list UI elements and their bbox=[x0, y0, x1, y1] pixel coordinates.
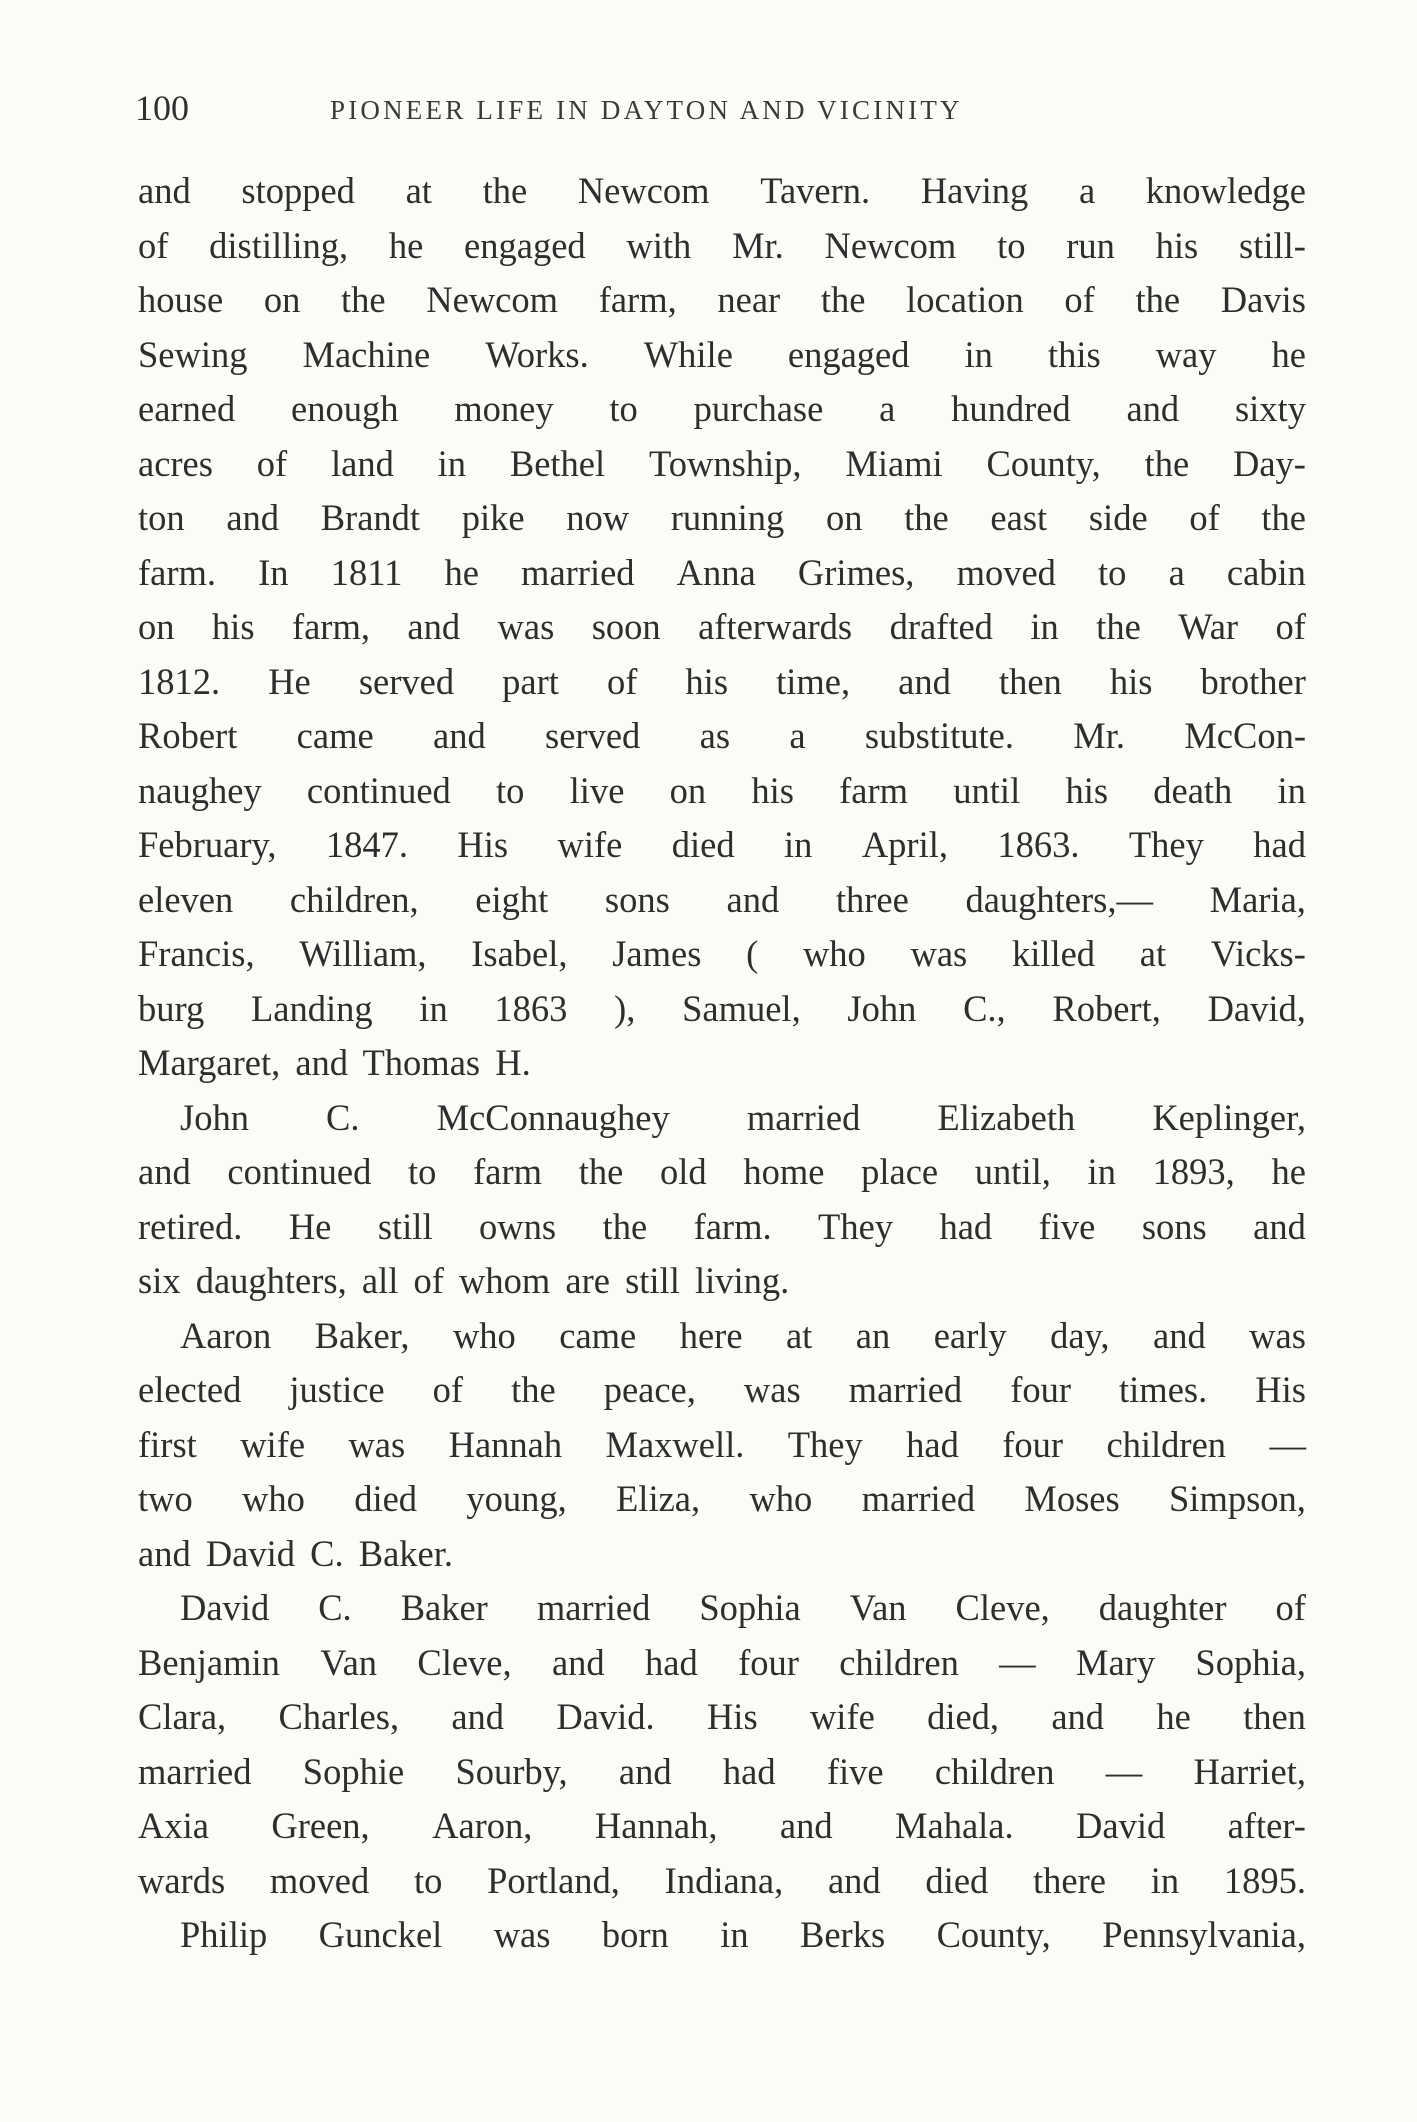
text-line: Axia Green, Aaron, Hannah, and Mahala. David after- bbox=[138, 1805, 1306, 1846]
text-line: of distilling, he engaged with Mr. Newcom to run his still- bbox=[138, 224, 1306, 266]
running-head: PIONEER LIFE IN DAYTON AND VICINITY bbox=[330, 95, 963, 125]
text-line: burg Landing in 1863 ), Samuel, John C., Robert, David, bbox=[138, 987, 1306, 1029]
text-line: house on the Newcom farm, near the location of the Davis bbox=[138, 279, 1306, 320]
text-line: six daughters, all of whom are still living. bbox=[138, 1260, 790, 1301]
text-line: two who died young, Eliza, who married Moses Simpson, bbox=[138, 1478, 1306, 1519]
text-line: retired. He still owns the farm. They had five sons and bbox=[138, 1205, 1306, 1247]
text-line: 1812. He served part of his time, and then his brother bbox=[138, 660, 1306, 702]
text-line: John C. McConnaughey married Elizabeth Keplinger, bbox=[180, 1096, 1306, 1138]
text-line: eleven children, eight sons and three daughters,— Maria, bbox=[138, 878, 1306, 920]
text-line: first wife was Hannah Maxwell. They had four children — bbox=[138, 1423, 1306, 1465]
text-line: acres of land in Bethel Township, Miami County, the Day- bbox=[138, 442, 1306, 484]
text-line: Clara, Charles, and David. His wife died, and he then bbox=[138, 1696, 1306, 1737]
text-line: and stopped at the Newcom Tavern. Having a knowledge bbox=[138, 170, 1306, 211]
text-line: Margaret, and Thomas H. bbox=[138, 1042, 531, 1083]
text-line: February, 1847. His wife died in April, 1863. They had bbox=[138, 824, 1306, 865]
text-line: naughey continued to live on his farm until his death in bbox=[138, 769, 1306, 811]
text-line: Robert came and served as a substitute. Mr. McCon- bbox=[138, 715, 1306, 756]
text-line: wards moved to Portland, Indiana, and died there in 1895. bbox=[138, 1859, 1306, 1901]
text-line: farm. In 1811 he married Anna Grimes, moved to a cabin bbox=[138, 551, 1306, 593]
text-line: ton and Brandt pike now running on the east side of the bbox=[138, 497, 1306, 538]
text-line: and continued to farm the old home place until, in 1893, he bbox=[138, 1151, 1306, 1192]
text-line: married Sophie Sourby, and had five children — Harriet, bbox=[138, 1750, 1306, 1792]
page-header bbox=[135, 88, 1305, 138]
body-text bbox=[138, 164, 1306, 1963]
text-line: Philip Gunckel was born in Berks County, Pennsylvania, bbox=[180, 1914, 1306, 1955]
text-line: on his farm, and was soon afterwards drafted in the War of bbox=[138, 606, 1306, 647]
text-line: Francis, William, Isabel, James ( who was killed at Vicks- bbox=[138, 933, 1306, 974]
text-line: Aaron Baker, who came here at an early day, and was bbox=[180, 1314, 1306, 1356]
text-line: David C. Baker married Sophia Van Cleve, daughter of bbox=[180, 1587, 1306, 1628]
text-line: and David C. Baker. bbox=[138, 1532, 454, 1574]
text-line: Sewing Machine Works. While engaged in this way he bbox=[138, 333, 1306, 375]
text-line: earned enough money to purchase a hundred and sixty bbox=[138, 388, 1306, 429]
text-line: elected justice of the peace, was married four times. His bbox=[138, 1369, 1306, 1410]
page-number: 100 bbox=[135, 88, 189, 128]
text-line: Benjamin Van Cleve, and had four children — Mary Sophia, bbox=[138, 1641, 1306, 1683]
